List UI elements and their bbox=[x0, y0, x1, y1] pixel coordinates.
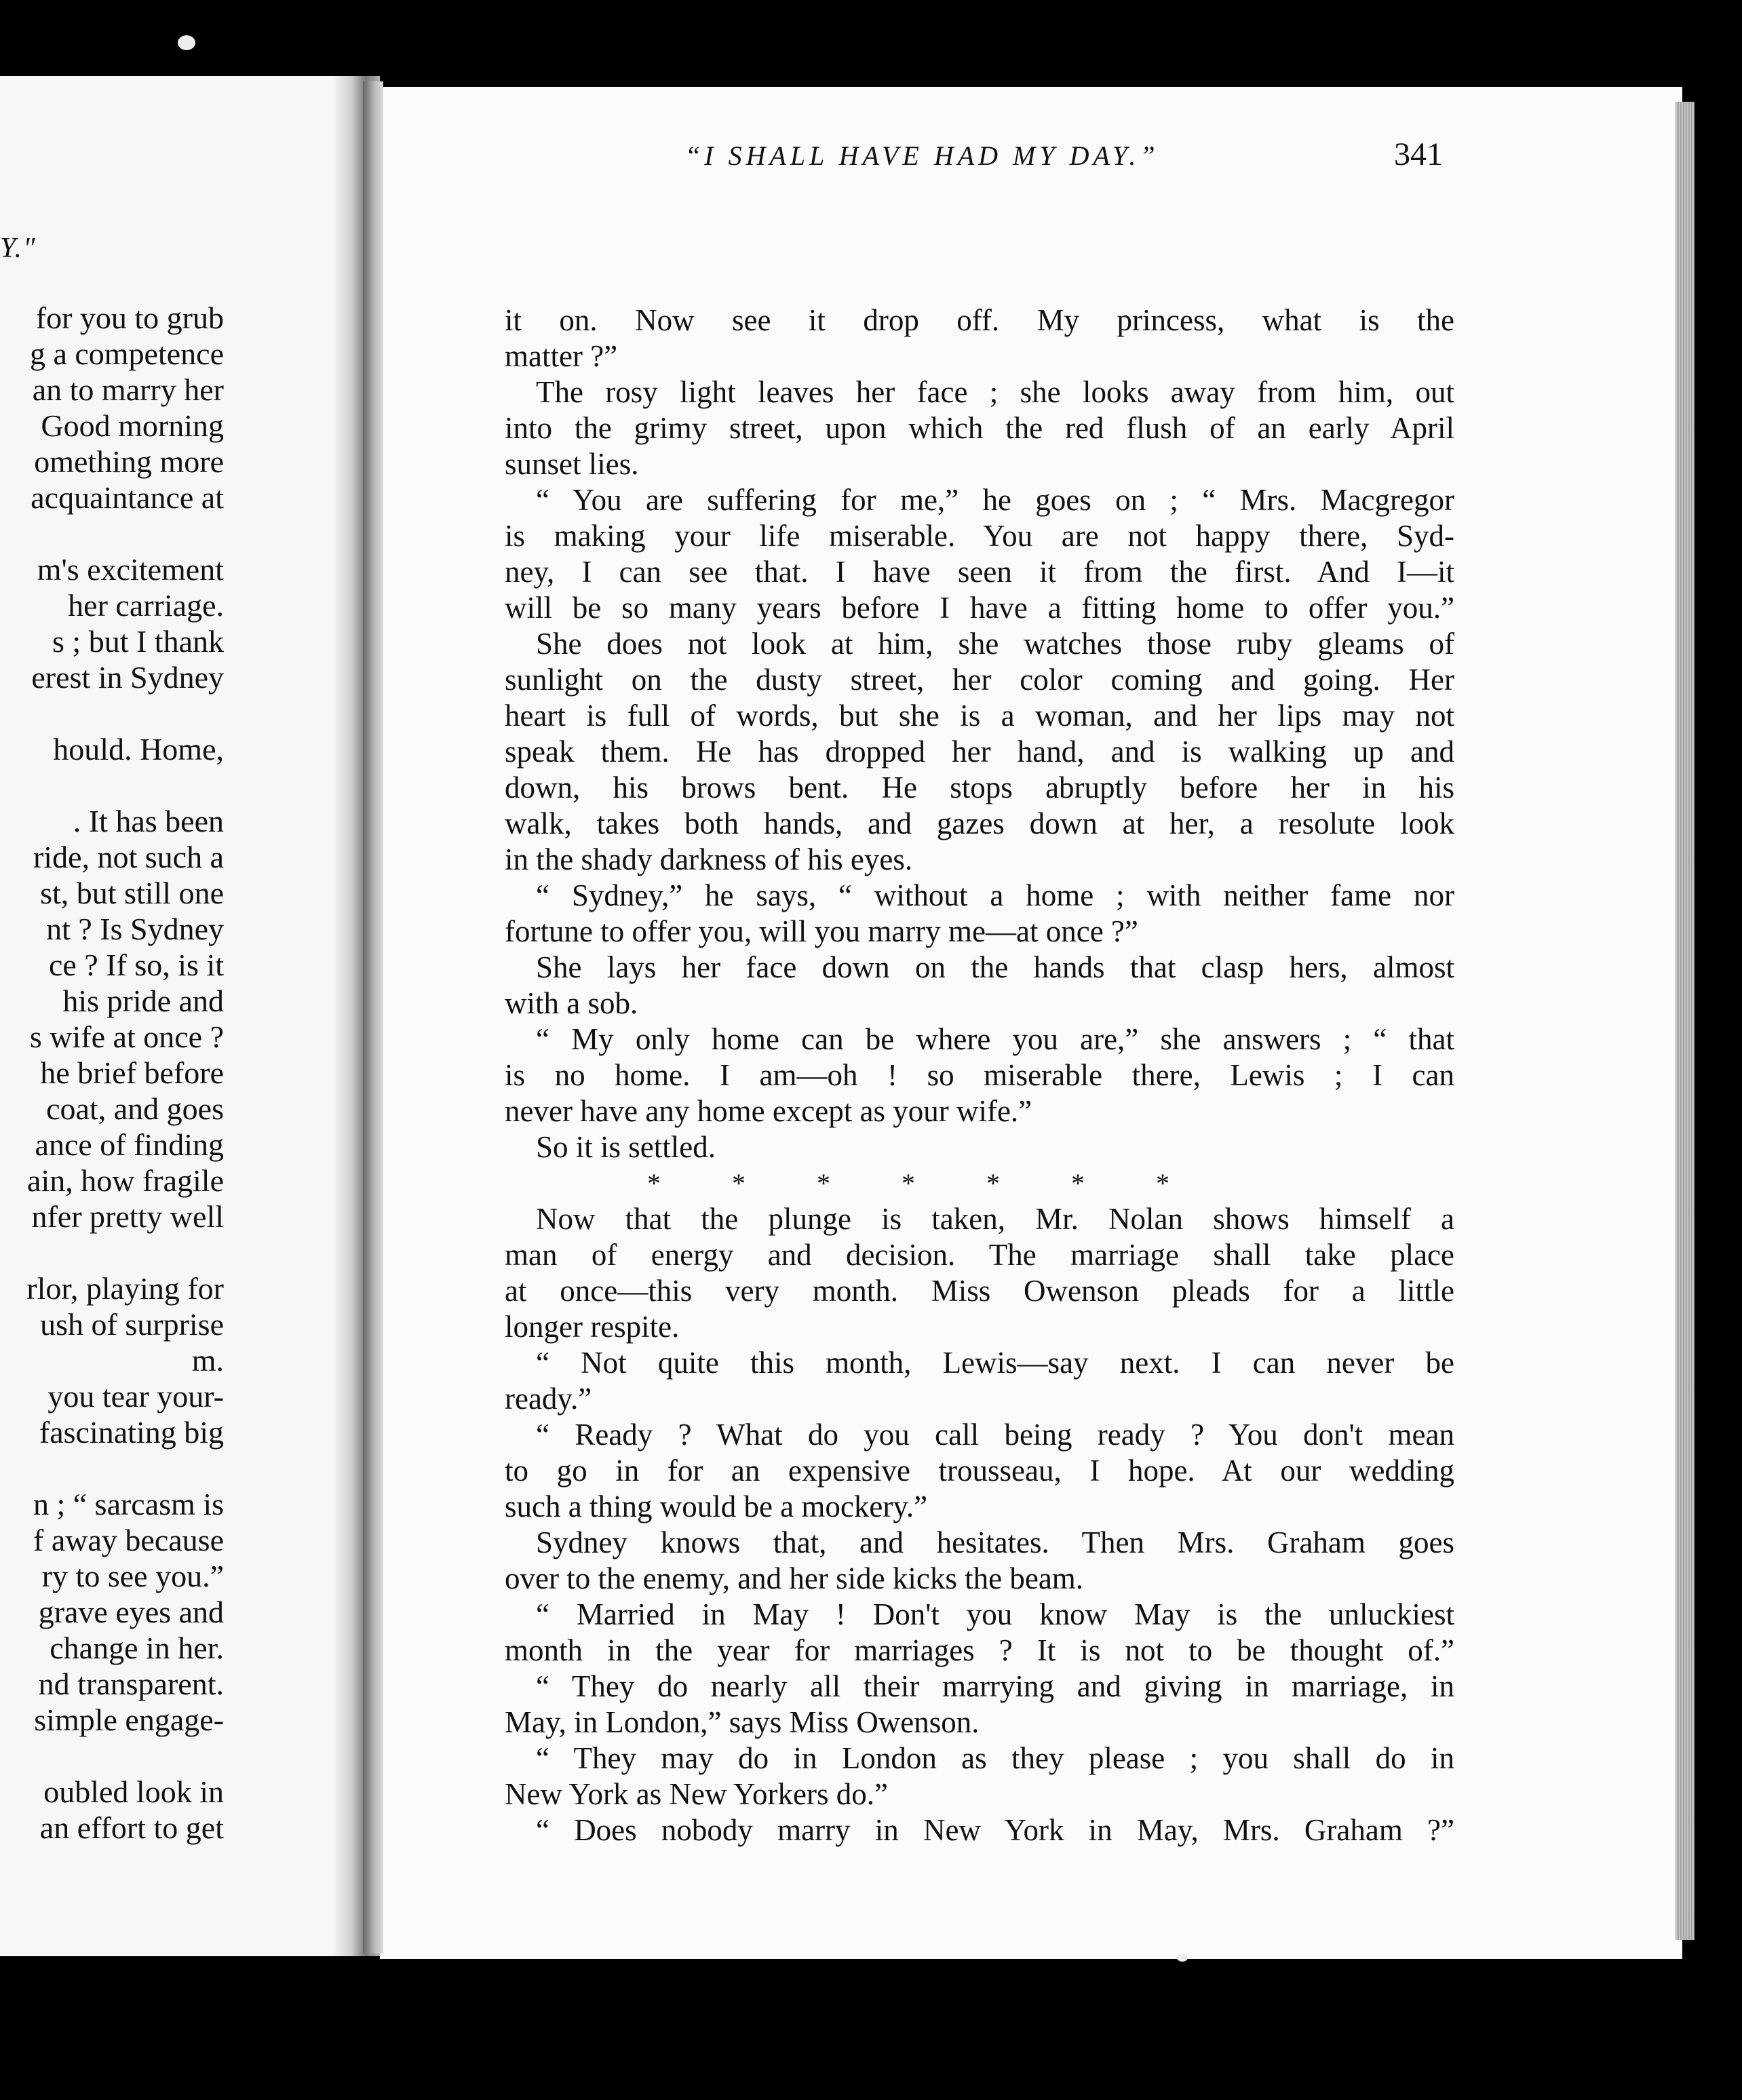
left-text-line: ce ? If so, is it bbox=[48, 948, 224, 982]
scan-speck bbox=[178, 35, 195, 50]
text-line: with a sob. bbox=[505, 986, 638, 1020]
left-text-line: nd transparent. bbox=[38, 1667, 224, 1701]
text-line: man of energy and decision. The marriage shall take place bbox=[505, 1238, 1454, 1272]
text-line: to go in for an expensive trousseau, I hope. At our wedding bbox=[505, 1454, 1454, 1488]
text-line: walk, takes both hands, and gazes down at her, a resolute look bbox=[505, 806, 1454, 840]
left-text-line: f away because bbox=[33, 1523, 224, 1557]
left-page-text bbox=[0, 300, 224, 1846]
text-line: May, in London,” says Miss Owenson. bbox=[505, 1705, 980, 1739]
left-text-line: omething more bbox=[34, 444, 224, 479]
left-text-line: for you to grub bbox=[35, 300, 224, 335]
left-text-line: . It has been bbox=[73, 804, 224, 838]
left-text-line: an effort to get bbox=[39, 1810, 224, 1845]
text-line: fortune to offer you, will you marry me—at once ?” bbox=[505, 914, 1138, 948]
text-line: such a thing would be a mockery.” bbox=[505, 1490, 928, 1523]
text-line: “ Ready ? What do you call being ready ? You don't mean bbox=[536, 1418, 1454, 1452]
text-line: The rosy light leaves her face ; she looks away from him, out bbox=[536, 375, 1454, 409]
text-line: never have any home except as your wife.” bbox=[505, 1094, 1032, 1128]
text-line: matter ?” bbox=[505, 339, 618, 373]
text-line: “ Sydney,” he says, “ without a home ; with neither fame nor bbox=[536, 878, 1454, 912]
left-text-line: an to marry her bbox=[32, 372, 224, 407]
text-line: will be so many years before I have a fitting home to offer you.” bbox=[505, 591, 1454, 625]
text-line: “ Does nobody marry in New York in May, Mrs. Graham ?” bbox=[536, 1813, 1454, 1847]
text-line: sunset lies. bbox=[505, 447, 639, 481]
text-line: She does not look at him, she watches those ruby gleams of bbox=[536, 627, 1454, 661]
left-text-line: m's excitement bbox=[37, 552, 224, 587]
left-text-line: change in her. bbox=[50, 1631, 224, 1665]
text-line: in the shady darkness of his eyes. bbox=[505, 842, 913, 876]
page-number: 341 bbox=[1394, 136, 1443, 172]
left-running-head: Y." bbox=[0, 233, 37, 264]
left-text-line: coat, and goes bbox=[46, 1091, 224, 1126]
text-line: “ Married in May ! Don't you know May is the unluckiest bbox=[536, 1597, 1454, 1631]
left-text-line: Good morning bbox=[41, 408, 224, 443]
text-line: “ They may do in London as they please ; you shall do in bbox=[536, 1741, 1454, 1775]
text-line: So it is settled. bbox=[536, 1130, 716, 1164]
text-line: New York as New Yorkers do.” bbox=[505, 1777, 888, 1811]
left-text-line: ain, how fragile bbox=[27, 1163, 224, 1198]
left-text-line bbox=[0, 516, 224, 551]
text-line: sunlight on the dusty street, her color coming and going. Her bbox=[505, 663, 1454, 697]
running-header: “I SHALL HAVE HAD MY DAY.” bbox=[685, 140, 1159, 171]
text-line: Sydney knows that, and hesitates. Then Mrs. Graham goes bbox=[536, 1525, 1454, 1559]
left-text-line: s ; but I thank bbox=[52, 624, 224, 659]
text-line: Now that the plunge is taken, Mr. Nolan shows himself a bbox=[536, 1202, 1454, 1236]
binding-shadow bbox=[363, 81, 383, 1953]
left-text-line: g a competence bbox=[29, 336, 224, 371]
left-text-line bbox=[0, 767, 224, 803]
left-text-line: rlor, playing for bbox=[26, 1271, 224, 1306]
text-line: “ My only home can be where you are,” she answers ; “ that bbox=[536, 1022, 1454, 1056]
left-page bbox=[0, 76, 366, 1956]
left-text-line: grave eyes and bbox=[38, 1595, 224, 1629]
left-text-line: ush of surprise bbox=[40, 1307, 224, 1342]
text-line: at once—this very month. Miss Owenson pleads for a little bbox=[505, 1274, 1454, 1308]
left-text-line: simple engage- bbox=[34, 1703, 224, 1737]
left-text-line: you tear your- bbox=[47, 1379, 224, 1414]
text-line: down, his brows bent. He stops abruptly before her in his bbox=[505, 771, 1454, 804]
left-text-line: nfer pretty well bbox=[31, 1199, 224, 1234]
page-edges bbox=[1676, 102, 1695, 1940]
scan-speck bbox=[1177, 1953, 1188, 1962]
left-text-line: fascinating big bbox=[39, 1415, 224, 1450]
text-line: “ Not quite this month, Lewis—say next. I can never be bbox=[536, 1346, 1454, 1380]
text-line: is no home. I am—oh ! so miserable there, Lewis ; I can bbox=[505, 1058, 1454, 1092]
text-line: it on. Now see it drop off. My princess, what is the bbox=[505, 303, 1454, 337]
text-line: month in the year for marriages ? It is not to be thought of.” bbox=[505, 1633, 1454, 1667]
text-line: into the grimy street, upon which the red flush of an early April bbox=[505, 411, 1454, 445]
left-text-line bbox=[0, 695, 224, 731]
left-text-line: s wife at once ? bbox=[29, 1019, 224, 1054]
text-line: ney, I can see that. I have seen it from the first. And I—it bbox=[505, 555, 1454, 589]
left-text-line bbox=[0, 1450, 224, 1486]
left-text-line: nt ? Is Sydney bbox=[46, 912, 224, 946]
left-text-line: he brief before bbox=[40, 1055, 224, 1090]
left-text-line: st, but still one bbox=[40, 876, 224, 910]
body-text bbox=[505, 303, 1454, 1848]
text-line: over to the enemy, and her side kicks the beam. bbox=[505, 1561, 1084, 1595]
left-text-line: m. bbox=[191, 1343, 224, 1378]
left-text-line: ry to see you.” bbox=[41, 1559, 224, 1593]
text-line: ready.” bbox=[505, 1382, 592, 1416]
text-line: “ You are suffering for me,” he goes on ; “ Mrs. Macgregor bbox=[536, 483, 1454, 517]
text-line: longer respite. bbox=[505, 1310, 680, 1344]
left-text-line: ride, not such a bbox=[33, 840, 224, 874]
left-text-line: his pride and bbox=[62, 984, 224, 1018]
left-text-line bbox=[0, 1234, 224, 1270]
left-text-line: her carriage. bbox=[68, 588, 224, 623]
left-text-line: hould. Home, bbox=[53, 732, 224, 766]
text-line: “ They do nearly all their marrying and giving in marriage, in bbox=[536, 1669, 1454, 1703]
left-text-line: n ; “ sarcasm is bbox=[33, 1487, 224, 1521]
text-line: She lays her face down on the hands that clasp hers, almost bbox=[536, 950, 1454, 984]
text-line: speak them. He has dropped her hand, and is walking up and bbox=[505, 735, 1454, 769]
left-text-line: acquaintance at bbox=[31, 480, 224, 515]
text-line: heart is full of words, but she is a woman, and her lips may not bbox=[505, 699, 1454, 733]
left-text-line: oubled look in bbox=[43, 1774, 224, 1809]
text-line: is making your life miserable. You are not happy there, Syd- bbox=[505, 519, 1454, 553]
left-text-line: erest in Sydney bbox=[31, 660, 224, 695]
section-separator: * * * * * * * bbox=[647, 1168, 1169, 1199]
left-text-line: ance of finding bbox=[35, 1127, 224, 1162]
left-text-line bbox=[0, 1738, 224, 1774]
